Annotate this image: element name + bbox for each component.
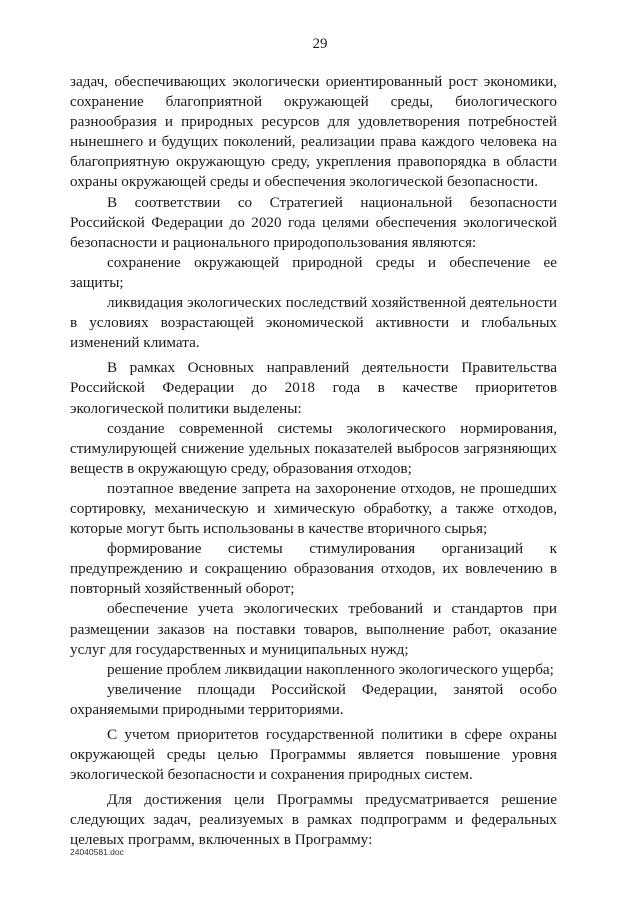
list-item: создание современной системы экологического нормирования, стимулирующей снижение удельных показателей выбросов загрязняющих веществ в окружающую среду, образования отходов;	[70, 419, 557, 477]
list-item: формирование системы стимулирования организаций к предупреждению и сокращению образования отходов, их вовлечению в повторный хозяйственный оборот;	[70, 540, 557, 598]
page-number: 29	[312, 36, 328, 52]
list-item: поэтапное введение запрета на захоронение отходов, не прошедших сортировку, механическую и химическую обработку, а также отходов, которые могут быть использованы в качестве вторичного сырья;	[70, 479, 557, 538]
document-filename: 24040581.doc	[70, 847, 124, 857]
paragraph-continuation: задач, обеспечивающих экологически ориентированный рост экономики, сохранение благоприятной окружающей среды, биологического разнообразия и природных ресурсов для удовлетворения потребностей нынешнего и будущих поколений, реализации права каждого человека на благоприятную окружающую среду, укрепления правопорядка в области охраны окружающей среды и обеспечения экологической безопасности.	[70, 73, 557, 191]
list-item: обеспечение учета экологических требований и стандартов при размещении заказов на поставки товаров, выполнение работ, оказание услуг для государственных и муниципальных нужд;	[70, 600, 557, 658]
list-item: сохранение окружающей природной среды и обеспечение ее защиты;	[70, 253, 557, 291]
document-body	[70, 72, 557, 851]
list-item: увеличение площади Российской Федерации, занятой особо охраняемыми природными территориями.	[70, 680, 557, 718]
list-item: решение проблем ликвидации накопленного экологического ущерба;	[107, 660, 554, 678]
paragraph-strategy-goals: В соответствии со Стратегией национальной безопасности Российской Федерации до 2020 года целями обеспечения экологической безопасности и рационального природопользования являются:	[70, 193, 557, 251]
paragraph-program-tasks: Для достижения цели Программы предусматривается решение следующих задач, реализуемых в рамках подпрограмм и федеральных целевых программ, включенных в Программу:	[70, 791, 557, 849]
paragraph-program-goal: С учетом приоритетов государственной политики в сфере охраны окружающей среды целью Программы является повышение уровня экологической безопасности и сохранения природных систем.	[70, 726, 557, 784]
paragraph-government-priorities: В рамках Основных направлений деятельности Правительства Российской Федерации до 2018 года в качестве приоритетов экологической политики выделены:	[70, 359, 557, 417]
list-item: ликвидация экологических последствий хозяйственной деятельности в условиях возрастающей экономической активности и глобальных изменений климата.	[70, 294, 557, 352]
